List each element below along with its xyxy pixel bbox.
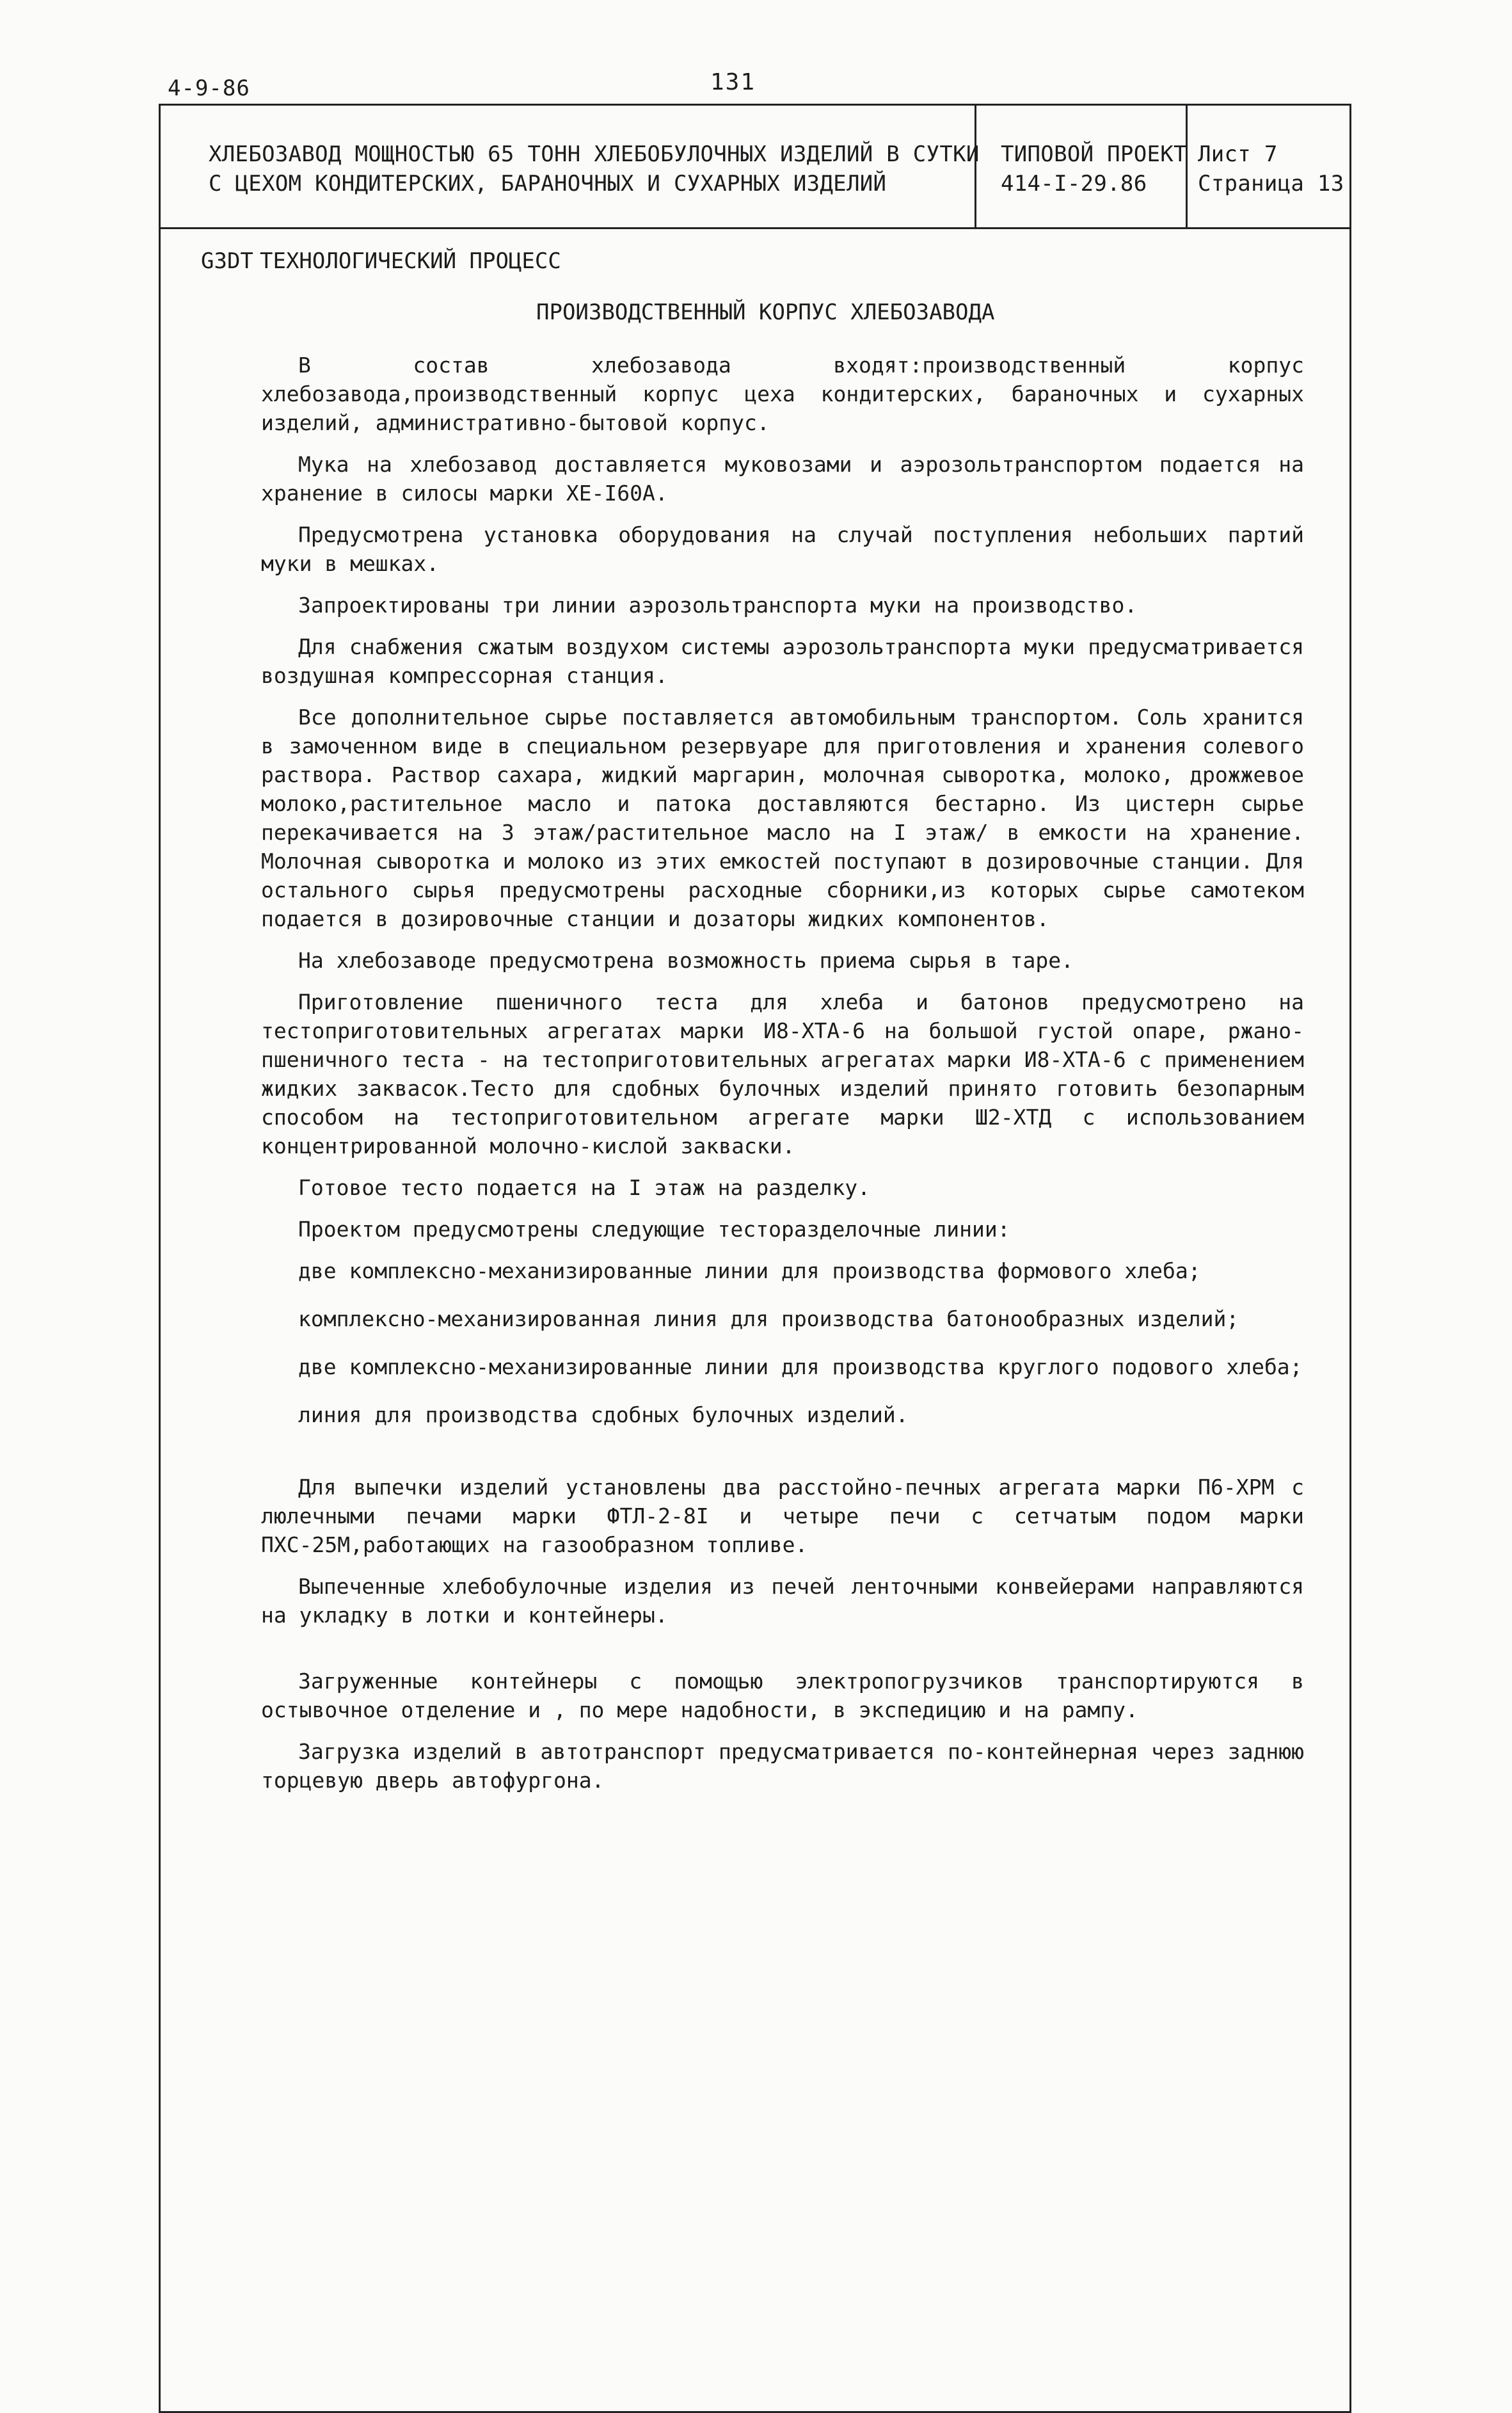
paragraph: Мука на хлебозавод доставляется муковозами и аэрозольтранспортом подается на хранение в силосы марки ХЕ-I60А. — [261, 452, 1304, 506]
spacer — [261, 1448, 1304, 1473]
paragraph: Предусмотрена установка оборудования на случай поступления небольших партий муки в мешках. — [261, 522, 1304, 576]
paragraph: Выпеченные хлебобулочные изделия из печей ленточными конвейерами направляются на укладку в лотки и контейнеры. — [261, 1574, 1304, 1628]
paragraph: Загрузка изделий в автотранспорт предусматривается по-контейнерная через заднюю торцевую дверь автофургона. — [261, 1739, 1304, 1793]
title-block — [159, 104, 1351, 229]
paragraph: Запроектированы три линии аэрозольтранспорта муки на производство. — [298, 593, 1138, 618]
section-code: G3DT — [201, 248, 253, 274]
title-block-name — [159, 104, 980, 227]
list-item: две комплексно-механизированные линии для производства формового хлеба; — [298, 1258, 1201, 1283]
title-block-sheet — [1188, 104, 1351, 227]
paragraph: Загруженные контейнеры с помощью электропогрузчиков транспортируются в остывочное отделение и , по мере надобности, в экспедицию и на рампу. — [261, 1669, 1304, 1722]
paragraph: В состав хлебозавода входят:производственный корпус хлебозавода,производственный корпус цеха кондитерских, бараночных и сухарных изделий, административно-бытовой корпус. — [261, 353, 1304, 435]
spacer — [261, 1642, 1304, 1667]
list-item: две комплексно-механизированные линии для производства круглого подового хлеба; — [298, 1354, 1303, 1379]
paragraph: Для снабжения сжатым воздухом системы аэрозольтранспорта муки предусматривается воздушная компрессорная станция. — [261, 634, 1304, 688]
paragraph: Проектом предусмотрены следующие тесторазделочные линии: — [298, 1217, 1010, 1242]
document-code: 4-9-86 — [168, 76, 250, 101]
stamp-title-line-1: ХЛЕБОЗАВОД МОЩНОСТЬЮ 65 ТОНН ХЛЕБОБУЛОЧНЫХ ИЗДЕЛИЙ В СУТКИ — [209, 141, 980, 167]
section-title: ТЕХНОЛОГИЧЕСКИЙ ПРОЦЕСС — [260, 248, 561, 274]
paragraph: Для выпечки изделий установлены два расстойно-печных агрегата марки П6-ХРМ с люлечными печами марки ФТЛ-2-8I и четыре печи с сетчатым подом марки ПХС-25М,работающих на газообразном топливе. — [261, 1475, 1304, 1557]
paragraph: Готовое тесто подается на I этаж на разделку. — [298, 1175, 871, 1200]
stamp-project-number: 414-I-29.86 — [1001, 171, 1147, 196]
body-text — [261, 351, 1304, 1808]
stamp-page-number: Страница 13 — [1198, 171, 1344, 196]
page-number: 131 — [710, 69, 756, 95]
title-block-project — [976, 104, 1188, 227]
stamp-title-line-2: С ЦЕХОМ КОНДИТЕРСКИХ, БАРАНОЧНЫХ И СУХАРНЫХ ИЗДЕЛИЙ — [209, 171, 887, 196]
paragraph: Все дополнительное сырье поставляется автомобильным транспортом. Соль хранится в замоченном виде в специальном резервуаре для приготовления и хранения солевого раствора. Раствор сахара, жидкий маргарин, молочная сыворотка, молоко, дрожжевое молоко,растительное масло и патока доставляются бестарно. Из цистерн сырье перекачивается на 3 этаж/растительное масло на I этаж/ в емкости на хранение. Молочная сыворотка и молоко из этих емкостей поступают в дозировочные станции. Для остального сырья предусмотрены расходные сборники,из которых сырье самотеком подается в дозировочные станции и дозаторы жидких компонентов. — [261, 705, 1304, 931]
paragraph: Приготовление пшеничного теста для хлеба и батонов предусмотрено на тестоприготовительных агрегатах марки И8-ХТА-6 на большой густой опаре, ржано-пшеничного теста - на тестоприготовительных агрегатах марки И8-ХТА-6 с применением жидких заквасок.Тесто для сдобных булочных изделий принято готовить безопарным способом на тестоприготовительном агрегате марки Ш2-ХТД с использованием концентрированной молочно-кислой закваски. — [261, 990, 1304, 1158]
stamp-sheet-number: Лист 7 — [1198, 141, 1278, 167]
stamp-project-label: ТИПОВОЙ ПРОЕКТ — [1001, 141, 1187, 167]
list-item: линия для производства сдобных булочных изделий. — [298, 1402, 909, 1427]
paragraph: На хлебозаводе предусмотрена возможность приема сырья в таре. — [298, 948, 1074, 973]
list-item: комплексно-механизированная линия для производства батонообразных изделий; — [298, 1306, 1239, 1331]
section-subtitle: ПРОИЗВОДСТВЕННЫЙ КОРПУС ХЛЕБОЗАВОДА — [536, 300, 995, 325]
